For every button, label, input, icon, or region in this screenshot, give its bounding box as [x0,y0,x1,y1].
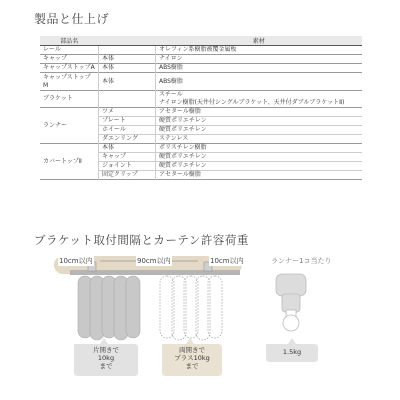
material: 硬質ポリエチレン [156,153,363,162]
material: ナイロン樹脂(天井付シングルブラケット、天井付ダブルブラケットⅡ) [156,99,363,108]
sub-part: 本体 [99,73,156,91]
sub-part: プレート [99,117,156,126]
table-row [40,64,362,73]
header-material: 素材 [156,36,363,46]
header-part: 部品名 [40,36,99,46]
part-name: レール [40,46,99,55]
section-title-bracket-spacing: ブラケット取付間隔とカーテン許容荷重 [34,233,249,247]
sub-part: ダエンリング [99,135,156,144]
table-row [40,91,362,100]
table-row [40,73,362,91]
bubble-one-open: 片開きで 10kg まで [93,346,119,370]
material: 硬質ポリエチレン [156,162,363,171]
table-row [40,144,362,153]
material: スチール [156,91,363,100]
curtain-outline-icon [160,276,222,340]
part-name: キャップストップA [40,64,99,73]
runner-label: ランナー1コ当たり [271,257,332,265]
sub-part: 固定クリップ [99,171,156,180]
part-name: ブラケット [40,91,99,108]
runner-icon [276,274,306,331]
part-name: キャップストップM [40,73,99,91]
sub-part [99,91,156,108]
part-name: ランナー [40,108,99,144]
material: ポリスチレン樹脂 [156,144,363,153]
curtain-gathered-icon [78,276,140,340]
sub-part: ジョイント [99,162,156,171]
material: 硬質ポリエチレン [156,126,363,135]
table-row [40,46,362,55]
sub-part: ホイール [99,126,156,135]
sub-part: ツメ [99,108,156,117]
bubble-runner-load: 1.5kg [282,348,302,356]
section-title-materials: 製品と仕上げ [34,12,110,26]
material: ステンレス [156,135,363,144]
part-name: カバートップⅡ [40,144,99,180]
part-name: キャップ [40,55,99,64]
left-gap-label: 10cm以内 [59,257,93,265]
mid-gap-label: 90cm以内 [137,257,171,265]
material: ナイロン [156,55,363,64]
table-row [40,108,362,117]
right-gap-label: 10cm以内 [210,257,244,265]
material: ABS樹脂 [156,73,363,91]
material: アセタール樹脂 [156,171,363,180]
material: オレフィン系樹脂被覆金属板 [156,46,363,55]
header-sub [99,36,156,46]
material: 硬質ポリエチレン [156,117,363,126]
sub-part: 本体 [99,144,156,153]
material: ABS樹脂 [156,64,363,73]
material: アセタール樹脂 [156,108,363,117]
sub-part: 本体 [99,55,156,64]
sub-part: 本体 [99,64,156,73]
sub-part [99,46,156,55]
curtain-load-illustration [0,248,400,400]
bubble-two-open: 両開きで プラス10kg まで [174,346,210,370]
table-row [40,55,362,64]
materials-table [40,36,362,180]
sub-part: キャップ [99,153,156,162]
